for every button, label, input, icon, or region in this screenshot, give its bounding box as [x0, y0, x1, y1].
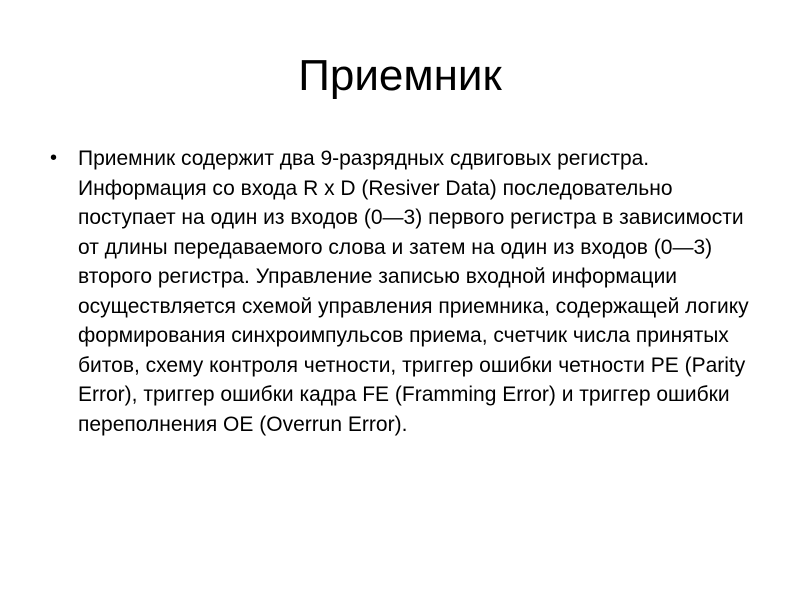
- bullet-list: [40, 144, 750, 439]
- bullet-text: Приемник содержит два 9-разрядных сдвиговых регистра. Информация со входа R x D (Resiver Data) последовательно поступает на один из входов (0—3) первого регистра в зависимости от длины передаваемого слова и затем на один из входов (0—3) второго регистра. Управление записью входной информации осуществляется схемой управления приемника, содержащей логику формирования синхроимпульсов приема, счетчик числа принятых битов, схему контроля четности, триггер ошибки четности PE (Parity Error), триггер ошибки кадра FE (Framming Error) и триггер ошибки переполнения OE (Overrun Error).: [78, 147, 749, 436]
- bullet-item: [40, 144, 750, 439]
- bullet-marker: •: [50, 147, 58, 169]
- slide-title: Приемник: [298, 51, 502, 100]
